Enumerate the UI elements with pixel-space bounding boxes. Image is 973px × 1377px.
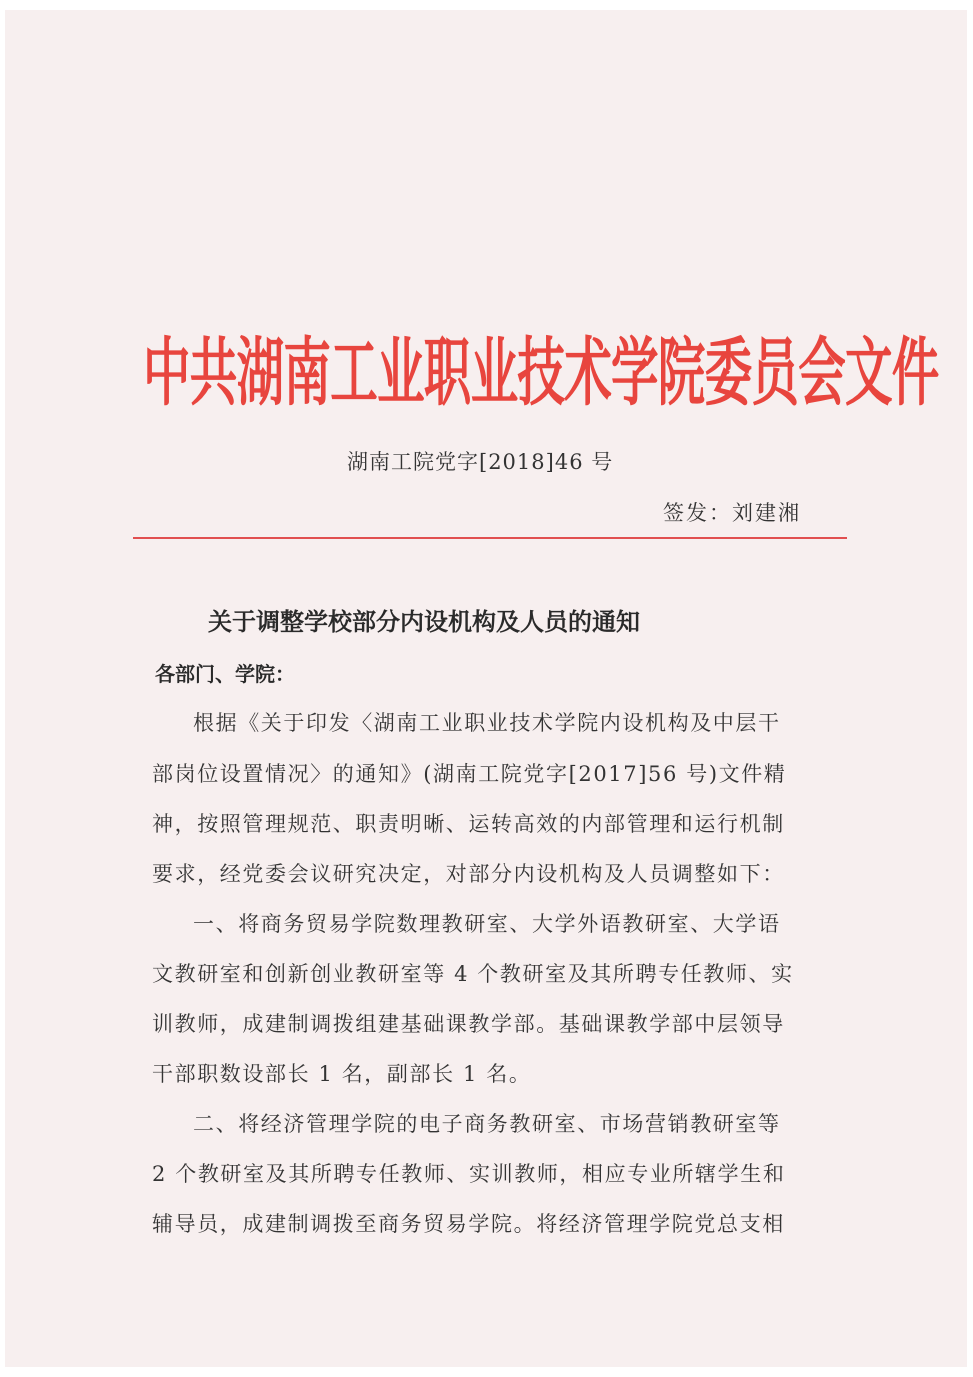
signer: 签发：刘建湘 bbox=[663, 501, 801, 525]
body-line: 辅导员，成建制调拨至商务贸易学院。将经济管理学院党总支相 bbox=[152, 1212, 785, 1236]
document-title: 关于调整学校部分内设机构及人员的通知 bbox=[208, 607, 640, 636]
document-number: 湖南工院党字[2018]46 号 bbox=[347, 450, 614, 474]
salutation: 各部门、学院： bbox=[155, 662, 295, 686]
document-page bbox=[5, 10, 967, 1367]
body-line: 干部职数设部长 1 名，副部长 1 名。 bbox=[152, 1062, 532, 1086]
body-line: 部岗位设置情况〉的通知》(湖南工院党字[2017]56 号)文件精 bbox=[152, 762, 787, 786]
body-line: 根据《关于印发〈湖南工业职业技术学院内设机构及中层干 bbox=[193, 711, 781, 735]
body-line: 2 个教研室及其所聘专任教师、实训教师，相应专业所辖学生和 bbox=[152, 1162, 786, 1186]
document-masthead: 中共湖南工业职业技术学院委员会文件 bbox=[143, 328, 939, 416]
body-line: 文教研室和创新创业教研室等 4 个教研室及其所聘专任教师、实 bbox=[152, 962, 794, 986]
body-line: 神，按照管理规范、职责明晰、运转高效的内部管理和运行机制 bbox=[152, 812, 785, 836]
red-divider-rule bbox=[133, 537, 847, 539]
body-line: 一、将商务贸易学院数理教研室、大学外语教研室、大学语 bbox=[193, 912, 781, 936]
body-line: 要求，经党委会议研究决定，对部分内设机构及人员调整如下： bbox=[152, 862, 785, 886]
body-line: 训教师，成建制调拨组建基础课教学部。基础课教学部中层领导 bbox=[152, 1012, 785, 1036]
body-line: 二、将经济管理学院的电子商务教研室、市场营销教研室等 bbox=[193, 1112, 781, 1136]
